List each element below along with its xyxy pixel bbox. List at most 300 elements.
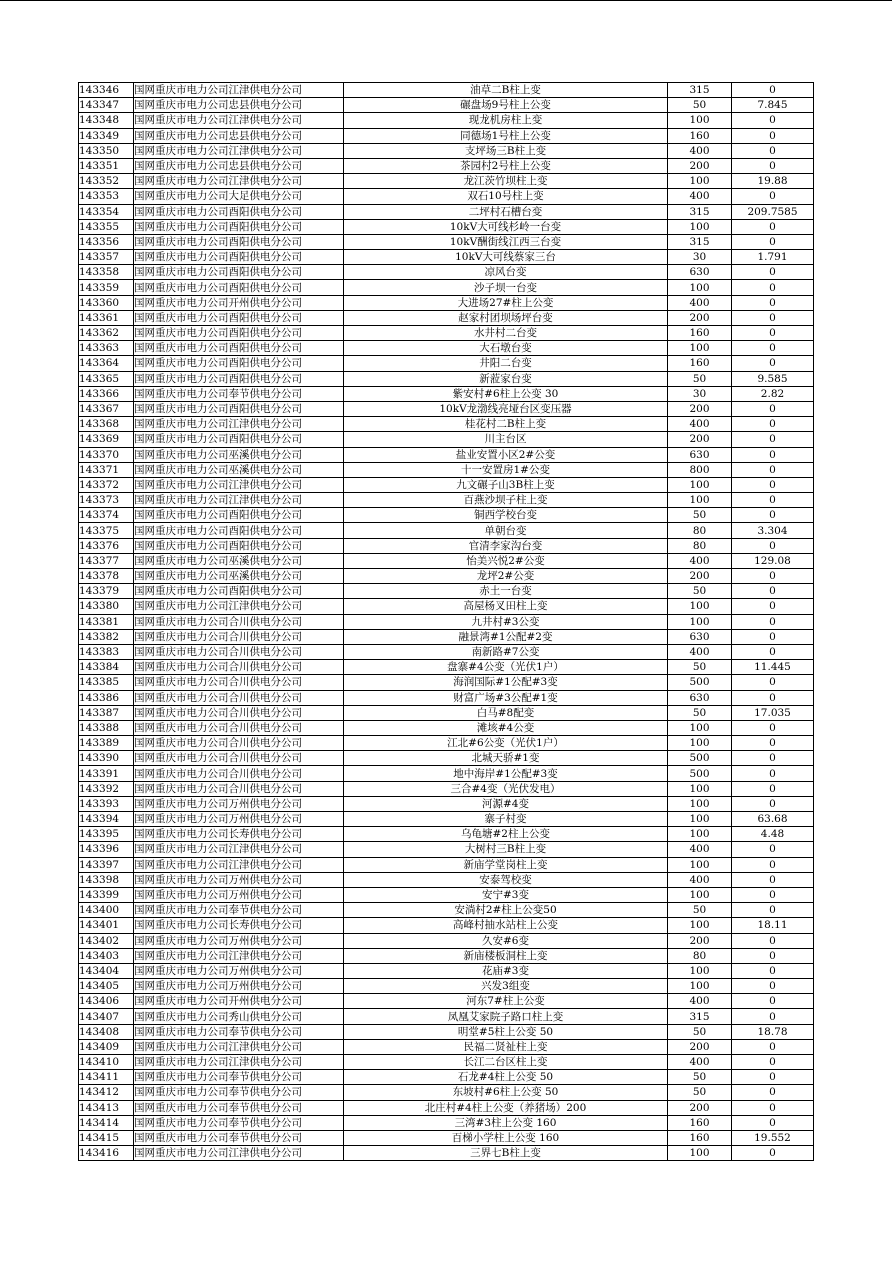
company-cell: 国网重庆市电力公司合川供电分公司 — [134, 675, 344, 690]
value-cell: 0 — [732, 690, 814, 705]
table-row — [79, 204, 814, 219]
station-name-cell: 北庄村#4柱上公变（养猪场）200 — [344, 1100, 668, 1115]
value-cell: 0 — [732, 1085, 814, 1100]
capacity-cell: 50 — [668, 1070, 732, 1085]
row-id-cell: 143392 — [79, 781, 134, 796]
company-cell: 国网重庆市电力公司巫溪供电分公司 — [134, 553, 344, 568]
value-cell: 0 — [732, 189, 814, 204]
capacity-cell: 100 — [668, 887, 732, 902]
capacity-cell: 100 — [668, 720, 732, 735]
company-cell: 国网重庆市电力公司酉阳供电分公司 — [134, 326, 344, 341]
company-cell: 国网重庆市电力公司合川供电分公司 — [134, 644, 344, 659]
capacity-cell: 400 — [668, 872, 732, 887]
value-cell: 0 — [732, 629, 814, 644]
table-row — [79, 614, 814, 629]
capacity-cell: 50 — [668, 660, 732, 675]
company-cell: 国网重庆市电力公司江津供电分公司 — [134, 174, 344, 189]
company-cell: 国网重庆市电力公司酉阳供电分公司 — [134, 584, 344, 599]
company-cell: 国网重庆市电力公司合川供电分公司 — [134, 751, 344, 766]
station-name-cell: 高峰村抽水站柱上公变 — [344, 918, 668, 933]
value-cell: 129.08 — [732, 553, 814, 568]
company-cell: 国网重庆市电力公司合川供电分公司 — [134, 736, 344, 751]
table-row — [79, 857, 814, 872]
row-id-cell: 143381 — [79, 614, 134, 629]
station-name-cell: 支坪场三B柱上变 — [344, 143, 668, 158]
station-name-cell: 凉风台变 — [344, 265, 668, 280]
table-row — [79, 280, 814, 295]
station-name-cell: 江北#6公变（光伏1户） — [344, 736, 668, 751]
station-name-cell: 北城天骄#1变 — [344, 751, 668, 766]
company-cell: 国网重庆市电力公司奉节供电分公司 — [134, 1024, 344, 1039]
capacity-cell: 500 — [668, 751, 732, 766]
value-cell: 0 — [732, 751, 814, 766]
row-id-cell: 143352 — [79, 174, 134, 189]
value-cell: 9.585 — [732, 371, 814, 386]
station-name-cell: 兴发3组变 — [344, 979, 668, 994]
value-cell: 0 — [732, 158, 814, 173]
company-cell: 国网重庆市电力公司酉阳供电分公司 — [134, 341, 344, 356]
station-name-cell: 新庙楼板洞柱上变 — [344, 948, 668, 963]
row-id-cell: 143400 — [79, 903, 134, 918]
table-row — [79, 903, 814, 918]
company-cell: 国网重庆市电力公司长寿供电分公司 — [134, 918, 344, 933]
capacity-cell: 400 — [668, 1055, 732, 1070]
row-id-cell: 143350 — [79, 143, 134, 158]
table-row — [79, 326, 814, 341]
value-cell: 0 — [732, 143, 814, 158]
value-cell: 0 — [732, 736, 814, 751]
company-cell: 国网重庆市电力公司酉阳供电分公司 — [134, 371, 344, 386]
station-name-cell: 10kV大可线蔡家三台 — [344, 250, 668, 265]
row-id-cell: 143397 — [79, 857, 134, 872]
table-row — [79, 736, 814, 751]
row-id-cell: 143385 — [79, 675, 134, 690]
table-row — [79, 386, 814, 401]
row-id-cell: 143377 — [79, 553, 134, 568]
value-cell: 0 — [732, 83, 814, 98]
station-name-cell: 寨子村变 — [344, 812, 668, 827]
value-cell: 0 — [732, 265, 814, 280]
row-id-cell: 143366 — [79, 386, 134, 401]
row-id-cell: 143408 — [79, 1024, 134, 1039]
capacity-cell: 160 — [668, 1115, 732, 1130]
value-cell: 0 — [732, 1039, 814, 1054]
value-cell: 0 — [732, 1009, 814, 1024]
company-cell: 国网重庆市电力公司江津供电分公司 — [134, 83, 344, 98]
table-row — [79, 1146, 814, 1161]
value-cell: 0 — [732, 614, 814, 629]
table-row — [79, 963, 814, 978]
row-id-cell: 143373 — [79, 493, 134, 508]
row-id-cell: 143415 — [79, 1130, 134, 1145]
value-cell: 0 — [732, 462, 814, 477]
table-row — [79, 462, 814, 477]
capacity-cell: 200 — [668, 401, 732, 416]
value-cell: 0 — [732, 1055, 814, 1070]
row-id-cell: 143407 — [79, 1009, 134, 1024]
value-cell: 0 — [732, 113, 814, 128]
value-cell: 0 — [732, 994, 814, 1009]
row-id-cell: 143382 — [79, 629, 134, 644]
company-cell: 国网重庆市电力公司江津供电分公司 — [134, 1055, 344, 1070]
capacity-cell: 315 — [668, 234, 732, 249]
row-id-cell: 143394 — [79, 812, 134, 827]
company-cell: 国网重庆市电力公司江津供电分公司 — [134, 143, 344, 158]
transformer-table — [78, 82, 814, 1161]
value-cell: 0 — [732, 979, 814, 994]
row-id-cell: 143393 — [79, 796, 134, 811]
station-name-cell: 民福二贤祉柱上变 — [344, 1039, 668, 1054]
station-name-cell: 凤凰艾家院子路口柱上变 — [344, 1009, 668, 1024]
capacity-cell: 400 — [668, 189, 732, 204]
station-name-cell: 九文碾子山3B柱上变 — [344, 477, 668, 492]
capacity-cell: 400 — [668, 295, 732, 310]
station-name-cell: 安泰驾校变 — [344, 872, 668, 887]
company-cell: 国网重庆市电力公司忠县供电分公司 — [134, 98, 344, 113]
table-row — [79, 842, 814, 857]
value-cell: 0 — [732, 584, 814, 599]
station-name-cell: 10kV大可线杉岭一台变 — [344, 219, 668, 234]
row-id-cell: 143401 — [79, 918, 134, 933]
row-id-cell: 143384 — [79, 660, 134, 675]
row-id-cell: 143355 — [79, 219, 134, 234]
company-cell: 国网重庆市电力公司万州供电分公司 — [134, 933, 344, 948]
value-cell: 0 — [732, 766, 814, 781]
capacity-cell: 200 — [668, 1039, 732, 1054]
table-row — [79, 250, 814, 265]
value-cell: 0 — [732, 447, 814, 462]
company-cell: 国网重庆市电力公司巫溪供电分公司 — [134, 447, 344, 462]
station-name-cell: 明堂#5柱上公变 50 — [344, 1024, 668, 1039]
value-cell: 18.78 — [732, 1024, 814, 1039]
capacity-cell: 400 — [668, 842, 732, 857]
row-id-cell: 143375 — [79, 523, 134, 538]
table-row — [79, 128, 814, 143]
row-id-cell: 143347 — [79, 98, 134, 113]
capacity-cell: 630 — [668, 265, 732, 280]
station-name-cell: 乌龟塘#2柱上公变 — [344, 827, 668, 842]
company-cell: 国网重庆市电力公司奉节供电分公司 — [134, 1070, 344, 1085]
row-id-cell: 143351 — [79, 158, 134, 173]
capacity-cell: 800 — [668, 462, 732, 477]
company-cell: 国网重庆市电力公司奉节供电分公司 — [134, 1100, 344, 1115]
value-cell: 0 — [732, 1100, 814, 1115]
station-name-cell: 10kV酬街线江西三台变 — [344, 234, 668, 249]
row-id-cell: 143365 — [79, 371, 134, 386]
row-id-cell: 143410 — [79, 1055, 134, 1070]
table-row — [79, 553, 814, 568]
capacity-cell: 30 — [668, 386, 732, 401]
value-cell: 0 — [732, 857, 814, 872]
station-name-cell: 石龙#4柱上公变 50 — [344, 1070, 668, 1085]
station-name-cell: 紫安村#6柱上公变 30 — [344, 386, 668, 401]
table-row — [79, 1055, 814, 1070]
station-name-cell: 盐业安置小区2#公变 — [344, 447, 668, 462]
row-id-cell: 143362 — [79, 326, 134, 341]
table-row — [79, 341, 814, 356]
table-row — [79, 644, 814, 659]
value-cell: 209.7585 — [732, 204, 814, 219]
station-name-cell: 沙子坝一台变 — [344, 280, 668, 295]
capacity-cell: 80 — [668, 948, 732, 963]
company-cell: 国网重庆市电力公司合川供电分公司 — [134, 660, 344, 675]
company-cell: 国网重庆市电力公司巫溪供电分公司 — [134, 569, 344, 584]
table-row — [79, 781, 814, 796]
company-cell: 国网重庆市电力公司江津供电分公司 — [134, 417, 344, 432]
value-cell: 17.035 — [732, 705, 814, 720]
company-cell: 国网重庆市电力公司开州供电分公司 — [134, 295, 344, 310]
company-cell: 国网重庆市电力公司江津供电分公司 — [134, 1039, 344, 1054]
value-cell: 0 — [732, 295, 814, 310]
value-cell: 0 — [732, 887, 814, 902]
row-id-cell: 143359 — [79, 280, 134, 295]
company-cell: 国网重庆市电力公司万州供电分公司 — [134, 796, 344, 811]
table-row — [79, 1085, 814, 1100]
company-cell: 国网重庆市电力公司酉阳供电分公司 — [134, 204, 344, 219]
row-id-cell: 143399 — [79, 887, 134, 902]
capacity-cell: 400 — [668, 994, 732, 1009]
row-id-cell: 143368 — [79, 417, 134, 432]
company-cell: 国网重庆市电力公司酉阳供电分公司 — [134, 401, 344, 416]
value-cell: 0 — [732, 417, 814, 432]
value-cell: 19.552 — [732, 1130, 814, 1145]
company-cell: 国网重庆市电力公司江津供电分公司 — [134, 1146, 344, 1161]
row-id-cell: 143379 — [79, 584, 134, 599]
company-cell: 国网重庆市电力公司合川供电分公司 — [134, 781, 344, 796]
row-id-cell: 143349 — [79, 128, 134, 143]
table-row — [79, 1039, 814, 1054]
row-id-cell: 143395 — [79, 827, 134, 842]
capacity-cell: 100 — [668, 614, 732, 629]
station-name-cell: 河源#4变 — [344, 796, 668, 811]
table-row — [79, 660, 814, 675]
capacity-cell: 50 — [668, 98, 732, 113]
value-cell: 0 — [732, 963, 814, 978]
table-row — [79, 523, 814, 538]
station-name-cell: 安宁#3变 — [344, 887, 668, 902]
table-row — [79, 918, 814, 933]
station-name-cell: 九井村#3公变 — [344, 614, 668, 629]
capacity-cell: 400 — [668, 143, 732, 158]
table-row — [79, 432, 814, 447]
capacity-cell: 200 — [668, 432, 732, 447]
station-name-cell: 三湾#3柱上公变 160 — [344, 1115, 668, 1130]
table-row — [79, 310, 814, 325]
capacity-cell: 400 — [668, 644, 732, 659]
company-cell: 国网重庆市电力公司酉阳供电分公司 — [134, 523, 344, 538]
capacity-cell: 100 — [668, 918, 732, 933]
capacity-cell: 100 — [668, 280, 732, 295]
row-id-cell: 143383 — [79, 644, 134, 659]
value-cell: 0 — [732, 219, 814, 234]
table-row — [79, 812, 814, 827]
capacity-cell: 30 — [668, 250, 732, 265]
capacity-cell: 100 — [668, 219, 732, 234]
capacity-cell: 200 — [668, 569, 732, 584]
value-cell: 0 — [732, 599, 814, 614]
capacity-cell: 80 — [668, 538, 732, 553]
table-row — [79, 979, 814, 994]
table-row — [79, 994, 814, 1009]
station-name-cell: 十一安置房1#公变 — [344, 462, 668, 477]
station-name-cell: 高屋杨叉田柱上变 — [344, 599, 668, 614]
capacity-cell: 100 — [668, 341, 732, 356]
company-cell: 国网重庆市电力公司酉阳供电分公司 — [134, 234, 344, 249]
row-id-cell: 143416 — [79, 1146, 134, 1161]
company-cell: 国网重庆市电力公司酉阳供电分公司 — [134, 280, 344, 295]
value-cell: 0 — [732, 903, 814, 918]
table-row — [79, 83, 814, 98]
capacity-cell: 100 — [668, 979, 732, 994]
value-cell: 0 — [732, 720, 814, 735]
table-row — [79, 872, 814, 887]
table-row — [79, 827, 814, 842]
row-id-cell: 143390 — [79, 751, 134, 766]
capacity-cell: 200 — [668, 158, 732, 173]
value-cell: 0 — [732, 675, 814, 690]
company-cell: 国网重庆市电力公司合川供电分公司 — [134, 705, 344, 720]
row-id-cell: 143412 — [79, 1085, 134, 1100]
value-cell: 0 — [732, 310, 814, 325]
station-name-cell: 赤土一台变 — [344, 584, 668, 599]
station-name-cell: 龙江茨竹坝柱上变 — [344, 174, 668, 189]
row-id-cell: 143398 — [79, 872, 134, 887]
value-cell: 0 — [732, 948, 814, 963]
row-id-cell: 143372 — [79, 477, 134, 492]
station-name-cell: 井阳二台变 — [344, 356, 668, 371]
company-cell: 国网重庆市电力公司开州供电分公司 — [134, 994, 344, 1009]
company-cell: 国网重庆市电力公司合川供电分公司 — [134, 766, 344, 781]
capacity-cell: 200 — [668, 933, 732, 948]
capacity-cell: 100 — [668, 477, 732, 492]
company-cell: 国网重庆市电力公司江津供电分公司 — [134, 599, 344, 614]
station-name-cell: 茶园村2号柱上公变 — [344, 158, 668, 173]
capacity-cell: 630 — [668, 447, 732, 462]
row-id-cell: 143356 — [79, 234, 134, 249]
capacity-cell: 630 — [668, 629, 732, 644]
row-id-cell: 143376 — [79, 538, 134, 553]
capacity-cell: 100 — [668, 736, 732, 751]
station-name-cell: 10kV龙渤线亮垭台区变压器 — [344, 401, 668, 416]
table-row — [79, 143, 814, 158]
station-name-cell: 赵家村团坝场坪台变 — [344, 310, 668, 325]
table-row — [79, 690, 814, 705]
station-name-cell: 南新路#7公变 — [344, 644, 668, 659]
capacity-cell: 500 — [668, 766, 732, 781]
table-row — [79, 569, 814, 584]
capacity-cell: 100 — [668, 174, 732, 189]
company-cell: 国网重庆市电力公司江津供电分公司 — [134, 493, 344, 508]
company-cell: 国网重庆市电力公司奉节供电分公司 — [134, 1130, 344, 1145]
capacity-cell: 160 — [668, 326, 732, 341]
company-cell: 国网重庆市电力公司忠县供电分公司 — [134, 158, 344, 173]
capacity-cell: 160 — [668, 356, 732, 371]
station-name-cell: 滩垓#4公变 — [344, 720, 668, 735]
capacity-cell: 100 — [668, 857, 732, 872]
company-cell: 国网重庆市电力公司合川供电分公司 — [134, 614, 344, 629]
station-name-cell: 铜西学校台变 — [344, 508, 668, 523]
capacity-cell: 100 — [668, 827, 732, 842]
value-cell: 0 — [732, 872, 814, 887]
table-row — [79, 1009, 814, 1024]
company-cell: 国网重庆市电力公司万州供电分公司 — [134, 887, 344, 902]
table-row — [79, 189, 814, 204]
row-id-cell: 143404 — [79, 963, 134, 978]
station-name-cell: 大树村三B柱上变 — [344, 842, 668, 857]
station-name-cell: 桂花村二B柱上变 — [344, 417, 668, 432]
value-cell: 0 — [732, 1070, 814, 1085]
table-row — [79, 356, 814, 371]
company-cell: 国网重庆市电力公司江津供电分公司 — [134, 477, 344, 492]
station-name-cell: 东坡村#6柱上公变 50 — [344, 1085, 668, 1100]
company-cell: 国网重庆市电力公司奉节供电分公司 — [134, 903, 344, 918]
capacity-cell: 100 — [668, 599, 732, 614]
table-row — [79, 933, 814, 948]
row-id-cell: 143374 — [79, 508, 134, 523]
company-cell: 国网重庆市电力公司酉阳供电分公司 — [134, 250, 344, 265]
company-cell: 国网重庆市电力公司江津供电分公司 — [134, 948, 344, 963]
row-id-cell: 143413 — [79, 1100, 134, 1115]
company-cell: 国网重庆市电力公司秀山供电分公司 — [134, 1009, 344, 1024]
company-cell: 国网重庆市电力公司巫溪供电分公司 — [134, 462, 344, 477]
table-row — [79, 295, 814, 310]
row-id-cell: 143360 — [79, 295, 134, 310]
row-id-cell: 143403 — [79, 948, 134, 963]
row-id-cell: 143378 — [79, 569, 134, 584]
value-cell: 0 — [732, 128, 814, 143]
page-top-rule — [0, 0, 892, 1]
capacity-cell: 160 — [668, 128, 732, 143]
company-cell: 国网重庆市电力公司酉阳供电分公司 — [134, 508, 344, 523]
table-row — [79, 493, 814, 508]
table-row — [79, 1070, 814, 1085]
row-id-cell: 143370 — [79, 447, 134, 462]
table-row — [79, 508, 814, 523]
row-id-cell: 143361 — [79, 310, 134, 325]
capacity-cell: 200 — [668, 310, 732, 325]
row-id-cell: 143402 — [79, 933, 134, 948]
station-name-cell: 油草二B柱上变 — [344, 83, 668, 98]
capacity-cell: 315 — [668, 1009, 732, 1024]
company-cell: 国网重庆市电力公司忠县供电分公司 — [134, 128, 344, 143]
row-id-cell: 143409 — [79, 1039, 134, 1054]
table-row — [79, 371, 814, 386]
table-row — [79, 174, 814, 189]
value-cell: 18.11 — [732, 918, 814, 933]
company-cell: 国网重庆市电力公司酉阳供电分公司 — [134, 356, 344, 371]
capacity-cell: 50 — [668, 584, 732, 599]
capacity-cell: 500 — [668, 675, 732, 690]
row-id-cell: 143389 — [79, 736, 134, 751]
company-cell: 国网重庆市电力公司奉节供电分公司 — [134, 386, 344, 401]
value-cell: 0 — [732, 341, 814, 356]
company-cell: 国网重庆市电力公司酉阳供电分公司 — [134, 432, 344, 447]
value-cell: 0 — [732, 842, 814, 857]
station-name-cell: 龙坪2#公变 — [344, 569, 668, 584]
station-name-cell: 盘寨#4公变（光伏1户） — [344, 660, 668, 675]
table-row — [79, 401, 814, 416]
station-name-cell: 三界七B柱上变 — [344, 1146, 668, 1161]
table-row — [79, 234, 814, 249]
row-id-cell: 143386 — [79, 690, 134, 705]
table-row — [79, 766, 814, 781]
value-cell: 7.845 — [732, 98, 814, 113]
value-cell: 0 — [732, 508, 814, 523]
row-id-cell: 143367 — [79, 401, 134, 416]
value-cell: 0 — [732, 280, 814, 295]
station-name-cell: 花庙#3变 — [344, 963, 668, 978]
station-name-cell: 新蒞家台变 — [344, 371, 668, 386]
